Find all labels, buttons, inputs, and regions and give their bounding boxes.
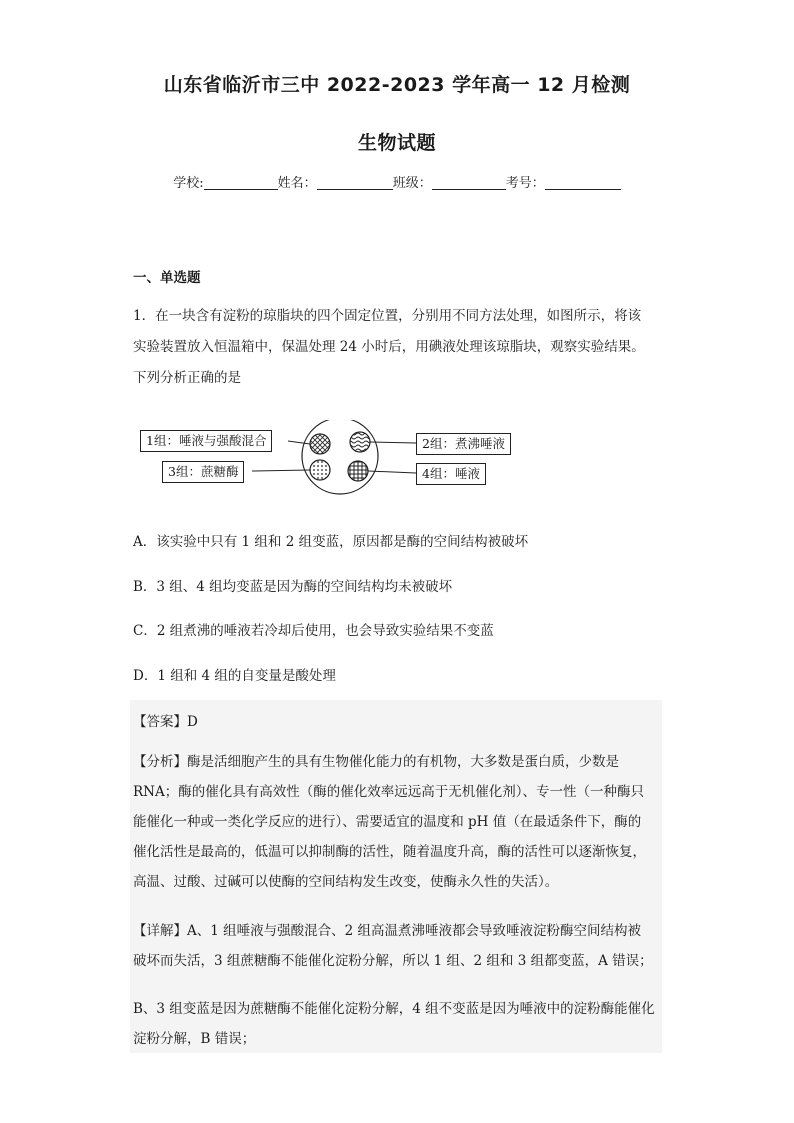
well-group-1: [310, 434, 330, 454]
well-group-2: [350, 432, 370, 452]
detail-b-line: B、3 组变蓝是因为蔗糖酶不能催化淀粉分解，4 组不变蓝是因为唾液中的淀粉酶能催化: [133, 1001, 655, 1017]
class-label: 班级：: [392, 176, 432, 191]
option-b: B．3 组、4 组均变蓝是因为酶的空间结构均未被破坏: [133, 579, 453, 595]
school-blank: [204, 175, 278, 190]
option-c: C．2 组煮沸的唾液若冷却后使用，也会导致实验结果不变蓝: [133, 623, 494, 639]
connector-2: [370, 442, 416, 443]
name-blank: [317, 175, 393, 190]
student-info-line: [0, 172, 794, 191]
analysis-line: RNA；酶的催化具有高效性（酶的催化效率远远高于无机催化剂）、专一性（一种酶只: [133, 784, 644, 800]
detail-b-line: 淀粉分解，B 错误；: [133, 1031, 256, 1047]
connector-4: [368, 471, 416, 473]
well-group-4: [348, 461, 368, 481]
question-line: 实验装置放入恒温箱中，保温处理 24 小时后，用碘液处理该琼脂块，观察实验结果。: [133, 339, 645, 355]
exam-number-blank: [545, 175, 621, 190]
question-line: 1．在一块含有淀粉的琼脂块的四个固定位置，分别用不同方法处理，如图所示，将该: [133, 308, 642, 324]
detail-block: [133, 916, 661, 976]
label-group-1: 1组：唾液与强酸混合: [140, 430, 272, 452]
label-group-3: 3组：蔗糖酶: [162, 461, 244, 483]
name-label: 姓名：: [277, 176, 317, 191]
question-stem: [133, 301, 663, 394]
option-a: A．该实验中只有 1 组和 2 组变蓝，原因都是酶的空间结构被破坏: [133, 534, 529, 550]
detail-b-block: [133, 994, 661, 1054]
analysis-line: 【分析】酶是活细胞产生的具有生物催化能力的有机物，大多数是蛋白质，少数是: [133, 754, 619, 770]
agar-block: [302, 420, 378, 494]
option-d: D．1 组和 4 组的自变量是酸处理: [133, 668, 336, 684]
experiment-figure: [140, 420, 530, 500]
section-heading: 一、单选题: [133, 270, 201, 286]
page-subtitle: 生物试题: [357, 132, 436, 154]
label-group-4: 4组：唾液: [416, 463, 486, 485]
analysis-line: 催化活性是最高的，低温可以抑制酶的活性，随着温度升高，酶的活性可以逐渐恢复，: [133, 844, 646, 860]
page-title: 山东省临沂市三中 2022-2023 学年高一 12 月检测: [163, 74, 631, 96]
connector-3: [252, 470, 310, 471]
class-blank: [432, 175, 506, 190]
exam-number-label: 考号：: [505, 176, 545, 191]
detail-line: 破坏而失活，3 组蔗糖酶不能催化淀粉分解，所以 1 组、2 组和 3 组都变蓝，A 错误；: [133, 953, 653, 969]
detail-line: 【详解】A、1 组唾液与强酸混合、2 组高温煮沸唾液都会导致唾液淀粉酶空间结构被: [133, 923, 642, 939]
label-group-2: 2组：煮沸唾液: [416, 433, 511, 455]
analysis-block: [133, 747, 661, 897]
analysis-line: 高温、过酸、过碱可以使酶的空间结构发生改变，使酶永久性的失活）。: [133, 874, 559, 890]
analysis-line: 能催化一种或一类化学反应的进行）、需要适宜的温度和 pH 值（在最适条件下，酶的: [133, 814, 642, 830]
school-label: 学校:: [173, 176, 204, 191]
well-group-3: [310, 460, 330, 480]
answer-line: 【答案】D: [133, 714, 198, 730]
question-line: 下列分析正确的是: [133, 370, 241, 386]
